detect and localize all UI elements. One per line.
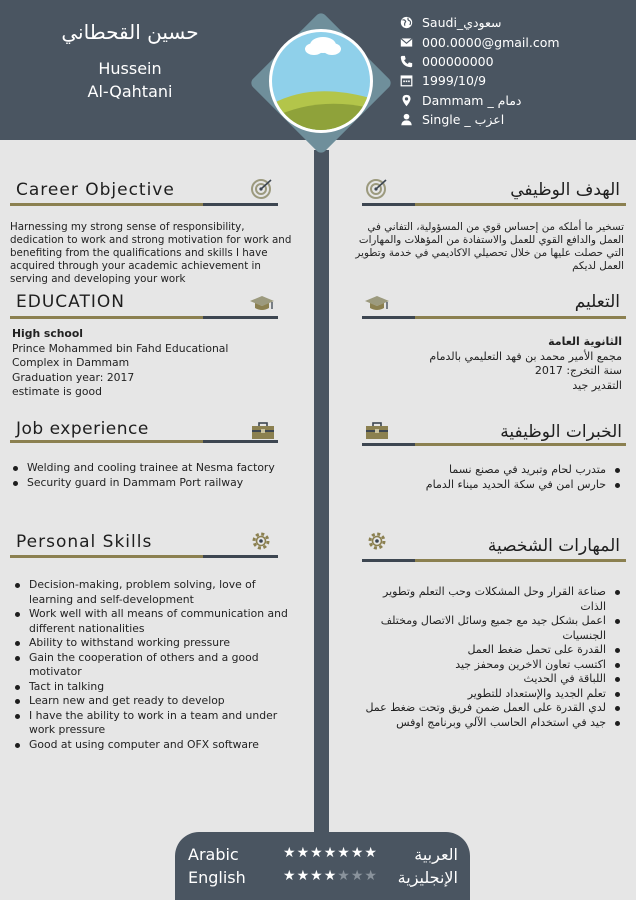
education-details-en [12,327,302,400]
list-item-ar: اعمل بشكل جيد مع جميع وسائل الاتصال ومختلف الجنسيات [355,614,623,643]
envelope-icon [400,36,413,49]
list-item: Good at using computer and OFX software [12,738,302,753]
star-filled-icon: ★ [296,845,311,861]
last-name: Al-Qahtani [87,82,173,101]
career-text-en: Harnessing my strong sense of responsibility, dedication to work and strong motivation for work and benefiting from the qualifications and skills I have acquired through your academic achievement in serving and developing your work [10,221,292,285]
list-item-ar: حارس امن في سكة الحديد ميناء الدمام [380,478,623,493]
experience-title-ar: الخبرات الوظيفية [500,422,622,442]
education-line: Prince Mohammed bin Fahd Educational [12,341,229,355]
person-icon [400,113,413,126]
list-item: Decision-making, problem solving, love of learning and self-development [12,578,302,607]
star-empty-icon: ★ [364,868,378,884]
language-row-arabic [188,845,458,867]
experience-list-en [10,461,300,490]
skills-list-en [12,578,302,752]
list-item: Gain the cooperation of others and a good motivator [12,651,302,680]
star-filled-icon: ★ [323,868,338,884]
list-item-ar: القدرة على تحمل ضغط العمل [355,643,623,658]
contact-birthdate-text: 1999/10/9 [422,73,487,89]
star-filled-icon: ★ [323,845,338,861]
profile-photo-frame [250,12,392,154]
career-objective-title-en: Career Objective [16,180,175,200]
star-filled-icon: ★ [310,868,324,884]
education-line: Graduation year: 2017 [12,370,135,384]
name-english [60,57,200,103]
list-item-ar: اكتسب تعاون الاخرين ومحفز جيد [355,658,623,673]
first-name: Hussein [98,59,162,78]
education-line: Complex in Dammam [12,356,130,369]
contact-marital-text: Single _ اعزب [422,112,505,128]
skills-title-en: Personal Skills [16,532,153,552]
experience-rule-ar [362,443,626,446]
education-line-ar: مجمع الأمير محمد بن فهد التعليمي بالدمام [429,349,622,363]
star-empty-icon: ★ [350,868,365,884]
target-icon-ar [364,177,390,199]
star-empty-icon: ★ [337,868,351,884]
languages-panel [175,832,470,900]
education-rule-ar [362,316,626,319]
skills-title-ar: المهارات الشخصية [487,536,620,556]
star-filled-icon: ★ [350,845,365,861]
list-item-ar: متدرب لحام وتبريد في مصنع نسما [380,463,623,478]
name-arabic: حسين القحطاني [61,20,199,44]
list-item: Tact in talking [12,680,302,695]
briefcase-icon-ar [364,420,390,442]
star-filled-icon: ★ [364,845,378,861]
skills-rule-en [10,555,278,558]
contact-birthdate [400,71,635,90]
contact-phone-text: 000000000 [422,53,494,69]
education-details-ar [370,335,622,393]
contact-location-text: Dammam _ دمام [422,92,522,108]
language-row-english [188,868,458,890]
language-name-en: English [188,868,246,887]
briefcase-icon [250,420,276,442]
career-text-ar: تسخير ما أملكه من إحساس قوي من المسؤولية، التفاني في العمل والدافع القوي للعمل والاستفادة من المؤهلات والمهارات التي حصلت عليها من خلال تحصيلي الاكاديمي في خدمة وتطوير العمل لديكم [355,221,624,272]
education-level-en: High school [12,327,83,340]
contact-email [400,32,635,51]
contact-email-text: 000.0000@gmail.com [422,34,560,50]
profile-photo [269,29,373,133]
graduation-cap-icon [249,293,275,315]
location-pin-icon [400,94,413,107]
contact-marital [400,110,635,129]
star-filled-icon: ★ [283,868,297,884]
gear-icon [248,530,274,552]
education-rule-en [10,316,278,319]
graduation-cap-icon-ar [364,293,390,315]
list-item: I have the ability to work in a team and under work pressure [12,709,302,738]
list-item-ar: صناعة القرار وحل المشكلات وحب التعلم وتطوير الذات [355,585,623,614]
list-item-ar: لدي القدرة على العمل ضمن فريق وتحت ضغط عمل [355,701,623,716]
list-item-ar: تعلم الجديد والإستعداد للتطوير [355,687,623,702]
list-item: Ability to withstand working pressure [12,636,302,651]
experience-title-en: Job experience [16,419,149,439]
calendar-icon [400,74,413,87]
phone-icon [400,55,413,68]
education-line: estimate is good [12,385,102,398]
list-item-ar: جيد في استخدام الحاسب الآلي وبرنامج اوفس [355,716,623,731]
contact-location [400,91,635,110]
list-item: Work well with all means of communication and different nationalities [12,607,302,636]
star-filled-icon: ★ [337,845,351,861]
list-item: Welding and cooling trainee at Nesma factory [10,461,300,476]
list-item: Security guard in Dammam Port railway [10,476,300,491]
career-rule-en [10,203,278,206]
language-rating-stars [283,845,378,861]
language-name-en: Arabic [188,845,239,864]
career-rule-ar [362,203,626,206]
career-objective-title-ar: الهدف الوظيفي [510,180,620,200]
education-level-ar: الثانوية العامة [548,335,622,348]
education-line-ar: سنة التخرج: 2017 [534,364,622,377]
landscape-placeholder-icon [272,32,370,130]
language-rating-stars [283,868,378,884]
language-name-ar: العربية [414,845,458,864]
star-filled-icon: ★ [296,868,311,884]
list-item-ar: اللباقة في الحديث [355,672,623,687]
star-filled-icon: ★ [310,845,324,861]
education-title-en: EDUCATION [16,292,125,312]
gear-icon-ar [364,530,390,552]
star-filled-icon: ★ [283,845,297,861]
experience-rule-en [10,440,278,443]
list-item: Learn new and get ready to develop [12,694,302,709]
language-name-ar: الإنجليزية [397,868,458,887]
globe-icon [400,16,413,29]
contact-phone [400,52,635,71]
contact-nationality-text: Saudi_سعودي [422,15,502,31]
skills-rule-ar [362,559,626,562]
target-icon [249,177,275,199]
education-title-ar: التعليم [574,292,620,312]
contact-nationality [400,13,635,32]
education-line-ar: التقدير جيد [572,378,622,392]
contact-list [400,13,635,129]
center-spine [314,150,329,840]
experience-list-ar [380,463,623,492]
skills-list-ar [355,585,623,730]
